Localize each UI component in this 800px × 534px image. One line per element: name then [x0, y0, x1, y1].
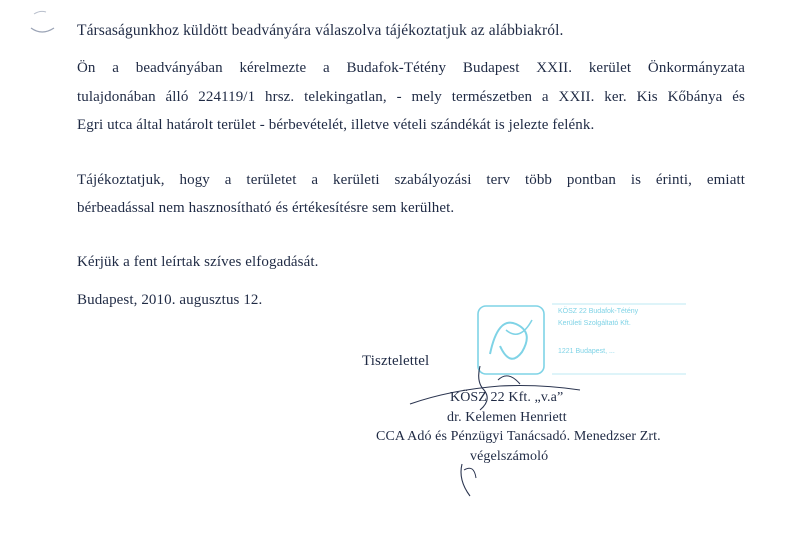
para1-line2: tulajdonában álló 224119/1 hrsz. telekingatlan, - mely természetben a XXII. ker. Kis Kőbánya és	[77, 89, 745, 105]
signature-role: végelszámoló	[470, 449, 549, 464]
para1-line1: Ön a beadványában kérelmezte a Budafok-Tétény Budapest XXII. kerület Önkormányzata	[77, 60, 745, 76]
para2-line1: Tájékoztatjuk, hogy a területet a kerületi szabályozási terv több pontban is érinti, emiatt	[77, 172, 745, 188]
punch-hole-mark	[28, 6, 58, 36]
stamp-line-1: KÖSZ 22 Budafok-Tétény	[558, 308, 639, 315]
signature-firm: CCA Adó és Pénzügyi Tanácsadó. Menedzser Zrt.	[376, 429, 661, 444]
signature-name: dr. Kelemen Henriett	[447, 410, 567, 425]
para3-text: Kérjük a fent leírtak szíves elfogadását.	[77, 254, 319, 270]
stamp-line-3: 1221 Budapest, ...	[558, 348, 615, 355]
signature-company: KÖSZ 22 Kft. „v.a”	[450, 390, 564, 405]
stamp-line-2: Kerületi Szolgáltató Kft.	[558, 320, 631, 327]
para1-line3: Egri utca által határolt terület - bérbevételét, illetve vételi szándékát is jelezte felénk.	[77, 117, 595, 133]
letter-subject: Társaságunkhoz küldött beadványára válaszolva tájékoztatjuk az alábbiakról.	[77, 22, 564, 39]
letter-date: Budapest, 2010. augusztus 12.	[77, 292, 263, 308]
closing-text: Tisztelettel	[362, 353, 430, 369]
para2-line2: bérbeadással nem hasznosítható és értékesítésre sem kerülhet.	[77, 200, 455, 216]
